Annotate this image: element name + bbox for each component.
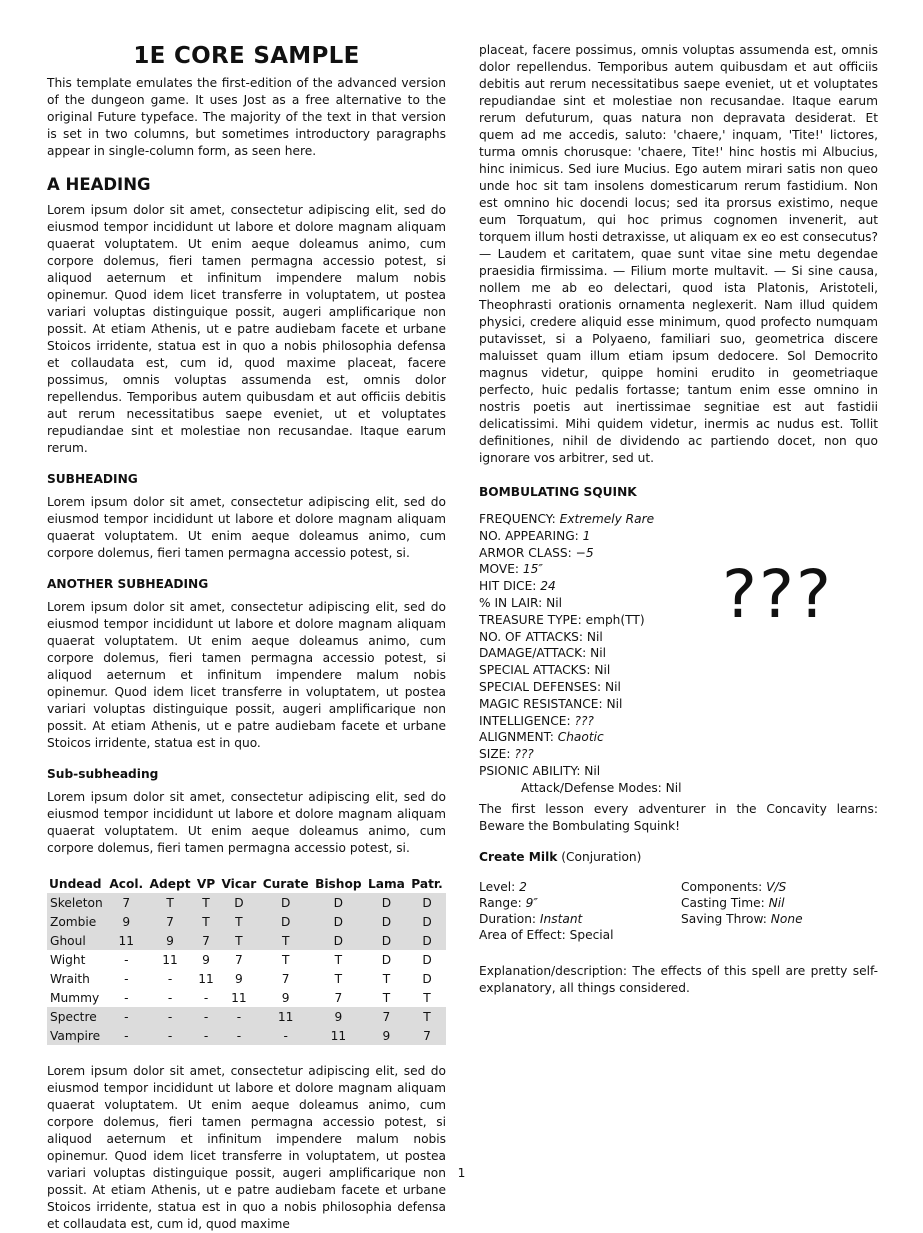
table-cell: T — [281, 952, 290, 967]
table-header-cell: Undead — [49, 876, 102, 891]
stat-label: ARMOR CLASS: — [479, 545, 572, 560]
monster-image-placeholder: ??? — [722, 556, 834, 633]
table-cell: T — [166, 895, 174, 910]
stat-label: NO. APPEARING: — [479, 528, 579, 543]
table-cell: 7 — [423, 1028, 431, 1043]
table-cell: 7 — [334, 990, 343, 1005]
table-row — [47, 1026, 446, 1045]
stat-label: SPECIAL ATTACKS: — [479, 663, 591, 678]
table-cell: 9 — [382, 1028, 391, 1043]
monster-name: BOMBULATING SQUINK — [479, 485, 637, 499]
table-cell: - — [124, 952, 129, 967]
table-header-cell: Patr. — [411, 876, 443, 891]
table-row — [47, 912, 446, 931]
table-cell: T — [382, 971, 391, 986]
table-row — [47, 950, 446, 969]
stat-label: DAMAGE/ATTACK: — [479, 646, 587, 661]
table-cell: D — [381, 895, 392, 910]
stat-value: Nil — [606, 696, 623, 711]
monster-stat-line — [479, 511, 878, 528]
stat-value: emph(TT) — [585, 612, 645, 627]
subheading: SUBHEADING — [47, 472, 138, 486]
another-subheading: ANOTHER SUBHEADING — [47, 577, 209, 591]
monster-stat-block — [479, 511, 878, 797]
stat-value: Nil — [590, 646, 607, 661]
table-header-row — [47, 874, 446, 893]
table-cell: D — [333, 914, 344, 929]
table-header-cell: Curate — [262, 876, 309, 891]
table-cell: 9 — [202, 952, 210, 967]
spell-title — [479, 849, 878, 866]
table-cell: - — [283, 1028, 288, 1043]
body-paragraph-2: Lorem ipsum dolor sit amet, consectetur adipiscing elit, sed do eiusmod tempor incididunt ut labore et dolore magnam aliquam quaerat voluptatem. Ut enim aeque doleamus animo, cum corpore dolemus, fieri tamen permagna accessio potest, si. — [47, 495, 446, 560]
spell-level: Level: 2 — [479, 879, 527, 894]
table-cell: 9 — [235, 971, 243, 986]
table-cell: 11 — [162, 952, 178, 967]
table-cell: D — [422, 952, 432, 967]
sub-subheading: Sub-subheading — [47, 767, 159, 781]
table-cell: - — [167, 1028, 173, 1043]
table-cell: D — [234, 895, 244, 910]
monster-description: The first lesson every adventurer in the Concavity learns: Beware the Bombulating Squink! — [479, 801, 878, 833]
table-cell: Skeleton — [50, 895, 103, 910]
stat-label: SIZE: — [479, 747, 511, 762]
body-paragraph-continued: placeat, facere possimus, omnis voluptas assumenda est, omnis dolor repellendus. Temporibus autem quibusdam et aut officiis debitis aut rerum necessitatibus saepe eveniet, ut et voluptates repudiandae sint et molestiae non recusandae. Itaque earum rerum defuturum, quas natura non depravata desiderat. Et quem ad me accedis, saluto: 'chaere,' inquam, 'Tite!' lictores, turma omnis chorusque: 'chaere, Tite!' hinc hostis mi Albucius, hinc inimicus. Sed iure Mucius. Ego autem mirari satis non queo unde hoc sit tam insolens domesticarum rerum fastidium. Non est omnino hic docendi locus; sed ita prorsus existimo, neque eum Torquatum, qui hoc primus cognomen invenerit, aut torquem illum hosti detraxisse, ut aliquam ex eo est consecutus? — Laudem et caritatem, quae sunt vitae sine metu degendae praesidia firmissima. — Filium morte multavit. — Si sine causa, nollem me ab eo delectari, quod ista Platonis, Aristoteli, Theophrasti orationis ornamenta neglexerit. Nam illud quidem physici, credere aliquid esse minimum, quod profecto numquam putavisset, si a Polyaeno, familiari suo, geometrica discere maluisset quam illum etiam ipsum dedocere. Sol Democrito magnus videtur, quippe homini erudito in geometriaque perfecto, huic pedalis fortasse; tantum enim esse omnino in nostris poetis aut inertissimae segnitiae est aut fastidii delicatissimi. Mihi quidem videtur, inermis ac nudus est. Tollit definitiones, nihil de dividendo ac partiendo docet, non quo ignorare vos arbitrer, sed ut. — [479, 43, 878, 465]
body-paragraph-3: Lorem ipsum dolor sit amet, consectetur adipiscing elit, sed do eiusmod tempor incididunt ut labore et dolore magnam aliquam quaerat voluptatem. Ut enim aeque doleamus animo, cum corpore dolemus, fieri tamen permagna accessio potest, si aliquod aeternum et infinitum impendere malum nobis opinemur. Quod idem licet transferre in voluptatem, ut postea variari voluptas distinguique possit, augeri amplificarique non possit. At etiam Athenis, ut e patre audiebam facete et urbane Stoicos irridente, statua est in quo. — [47, 600, 446, 750]
table-cell: Mummy — [50, 990, 100, 1005]
table-header-cell: VP — [196, 876, 216, 891]
table-cell: 7 — [281, 971, 290, 986]
table-cell: - — [124, 971, 129, 986]
table-cell: D — [422, 971, 432, 986]
monster-stat-line — [479, 746, 878, 763]
spell-explanation: Explanation/description: The effects of this spell are pretty self-explanatory, all things considered. — [479, 963, 878, 995]
table-cell: D — [381, 952, 392, 967]
turn-undead-table — [47, 874, 446, 1045]
table-cell: T — [334, 971, 343, 986]
stat-value: −5 — [575, 545, 594, 560]
stat-value: Nil — [665, 780, 682, 795]
table-cell: T — [423, 990, 431, 1005]
table-cell: 11 — [277, 1009, 294, 1024]
table-header-cell: Vicar — [221, 876, 257, 891]
table-cell: 7 — [235, 952, 243, 967]
table-cell: T — [202, 914, 210, 929]
page-number: 1 — [457, 1166, 466, 1180]
table-row — [47, 969, 446, 988]
table-cell: D — [280, 895, 291, 910]
heading: A HEADING — [47, 175, 151, 194]
table-row — [47, 893, 446, 912]
table-cell: - — [167, 971, 173, 986]
monster-stat-line — [479, 662, 878, 679]
stat-value: Nil — [546, 595, 563, 610]
page-title: 1E CORE SAMPLE — [133, 43, 360, 69]
monster-stat-line — [479, 780, 878, 797]
table-cell: - — [203, 1009, 209, 1024]
table-cell: D — [381, 914, 392, 929]
table-cell: T — [235, 933, 243, 948]
body-paragraph-4: Lorem ipsum dolor sit amet, consectetur adipiscing elit, sed do eiusmod tempor incididunt ut labore et dolore magnam aliquam quaerat voluptatem. Ut enim aeque doleamus animo, cum corpore dolemus, fieri tamen permagna accessio potest, si. — [47, 790, 446, 855]
stat-value: Chaotic — [557, 730, 604, 745]
stat-value: 15″ — [522, 562, 543, 577]
table-cell: 11 — [330, 1028, 347, 1043]
table-cell: Wraith — [50, 971, 90, 986]
stat-value: ??? — [514, 747, 534, 762]
stat-label: NO. OF ATTACKS: — [479, 629, 584, 644]
spell-duration: Duration: Instant — [479, 911, 583, 926]
table-row — [47, 1007, 446, 1026]
right-column — [479, 42, 878, 997]
monster-stat-line — [479, 713, 878, 730]
stat-value: Nil — [594, 663, 611, 678]
stat-label: SPECIAL DEFENSES: — [479, 679, 602, 694]
table-cell: Vampire — [50, 1028, 101, 1043]
table-cell: - — [167, 1009, 173, 1024]
table-cell: D — [422, 933, 432, 948]
table-header-cell: Bishop — [315, 876, 362, 891]
body-paragraph-5: Lorem ipsum dolor sit amet, consectetur adipiscing elit, sed do eiusmod tempor incididunt ut labore et dolore magnam aliquam quaerat voluptatem. Ut enim aeque doleamus animo, cum corpore dolemus, fieri tamen permagna accessio potest, si aliquod aeternum et infinitum impendere malum nobis opinemur. Quod idem licet transferre in voluptatem, ut postea variari voluptas distinguique possit, augeri amplificarique non possit. At etiam Athenis, ut e patre audiebam facete et urbane Stoicos irridente, statua est in quo a nobis philosophia defensa et collaudata est, cum id, quod maxime — [47, 1064, 446, 1231]
stat-label: TREASURE TYPE: — [479, 612, 582, 627]
monster-stat-line — [479, 679, 878, 696]
table-cell: 9 — [334, 1009, 343, 1024]
table-cell: D — [333, 895, 344, 910]
table-cell: - — [203, 990, 209, 1005]
stat-label: % IN LAIR: — [479, 595, 543, 610]
intro-paragraph: This template emulates the first-edition of the advanced version of the dungeon game. It uses Jost as a free alternative to the original Future typeface. The majority of the text in that version is set in two columns, but sometimes introductory paragraphs appear in single-column form, as seen here. — [47, 76, 446, 158]
stat-label: MOVE: — [479, 562, 520, 577]
stat-label: PSIONIC ABILITY: — [479, 763, 581, 778]
stat-value: ??? — [574, 713, 594, 728]
table-cell: - — [124, 1009, 129, 1024]
table-cell: - — [167, 990, 173, 1005]
table-cell: D — [422, 895, 432, 910]
table-cell: 11 — [118, 933, 135, 948]
stat-label: FREQUENCY: — [479, 512, 556, 526]
table-cell: Ghoul — [50, 933, 86, 948]
table-cell: 9 — [281, 990, 290, 1005]
table-cell: 7 — [122, 895, 131, 910]
table-cell: D — [422, 914, 432, 929]
stat-label: ALIGNMENT: — [479, 730, 554, 745]
table-row — [47, 931, 446, 950]
stat-label: INTELLIGENCE: — [479, 713, 571, 728]
table-cell: T — [235, 914, 243, 929]
table-cell: 11 — [198, 971, 214, 986]
table-cell: - — [203, 1028, 209, 1043]
table-cell: T — [281, 933, 290, 948]
table-cell: Wight — [50, 952, 86, 967]
monster-stat-line — [479, 729, 878, 746]
stat-value: Nil — [584, 763, 601, 778]
monster-stat-line — [479, 763, 878, 780]
stat-value: Nil — [604, 679, 621, 694]
monster-stat-line — [479, 696, 878, 713]
spell-area: Area of Effect: Special — [479, 927, 614, 942]
stat-label: MAGIC RESISTANCE: — [479, 696, 603, 711]
table-cell: T — [423, 1009, 431, 1024]
stat-value: 24 — [540, 579, 556, 594]
spell-name: Create Milk — [479, 849, 558, 864]
table-cell: 7 — [166, 914, 174, 929]
monster-stat-line — [479, 645, 878, 662]
spell-casting-time: Casting Time: Nil — [681, 895, 785, 910]
table-cell: 7 — [382, 1009, 391, 1024]
table-cell: - — [124, 990, 129, 1005]
spell-range: Range: 9″ — [479, 895, 538, 910]
table-cell: D — [280, 914, 291, 929]
stat-value: Nil — [586, 629, 603, 644]
table-cell: 11 — [231, 990, 247, 1005]
table-cell: D — [333, 933, 344, 948]
table-cell: T — [382, 990, 391, 1005]
stat-value: 1 — [582, 528, 591, 543]
table-header-cell: Adept — [149, 876, 191, 891]
spell-stat-grid — [479, 879, 878, 943]
body-paragraph-1: Lorem ipsum dolor sit amet, consectetur adipiscing elit, sed do eiusmod tempor incididunt ut labore et dolore magnam aliquam quaerat voluptatem. Ut enim aeque doleamus animo, cum corpore dolemus, fieri tamen permagna accessio potest, si aliquod aeternum et infinitum impendere malum nobis opinemur. Quod idem licet transferre in voluptatem, ut postea variari voluptas distinguique possit, augeri amplificarique non possit. At etiam Athenis, ut e patre audiebam facete et urbane Stoicos irridente, statua est in quo a nobis philosophia defensa et collaudata est, cum id, quod maxime placeat, facere possimus, omnis voluptas assumenda est, omnis dolor repellendus. Temporibus autem quibusdam et aut officiis debitis aut rerum necessitatibus saepe eveniet, ut et voluptates repudiandae sint et molestiae non recusandae. Itaque earum rerum. — [47, 203, 446, 455]
spell-saving-throw: Saving Throw: None — [681, 911, 803, 926]
table-cell: D — [381, 933, 392, 948]
stat-label: HIT DICE: — [479, 579, 537, 594]
stat-label: Attack/Defense Modes: — [521, 780, 662, 795]
spell-school: (Conjuration) — [561, 849, 642, 864]
stat-value: Extremely Rare — [559, 512, 655, 526]
table-cell: T — [334, 952, 343, 967]
table-cell: 9 — [122, 914, 131, 929]
table-cell: - — [124, 1028, 129, 1043]
table-cell: T — [202, 895, 210, 910]
table-header-cell: Acol. — [109, 876, 144, 891]
table-cell: Spectre — [50, 1009, 97, 1024]
left-column — [47, 42, 446, 1233]
table-header-cell: Lama — [367, 876, 405, 891]
table-row — [47, 988, 446, 1007]
table-cell: - — [236, 1028, 242, 1043]
table-cell: 9 — [166, 933, 174, 948]
monster-stat-line — [479, 528, 878, 545]
table-cell: Zombie — [50, 914, 97, 929]
table-cell: - — [236, 1009, 242, 1024]
spell-components: Components: V/S — [681, 879, 787, 894]
table-cell: 7 — [202, 933, 210, 948]
